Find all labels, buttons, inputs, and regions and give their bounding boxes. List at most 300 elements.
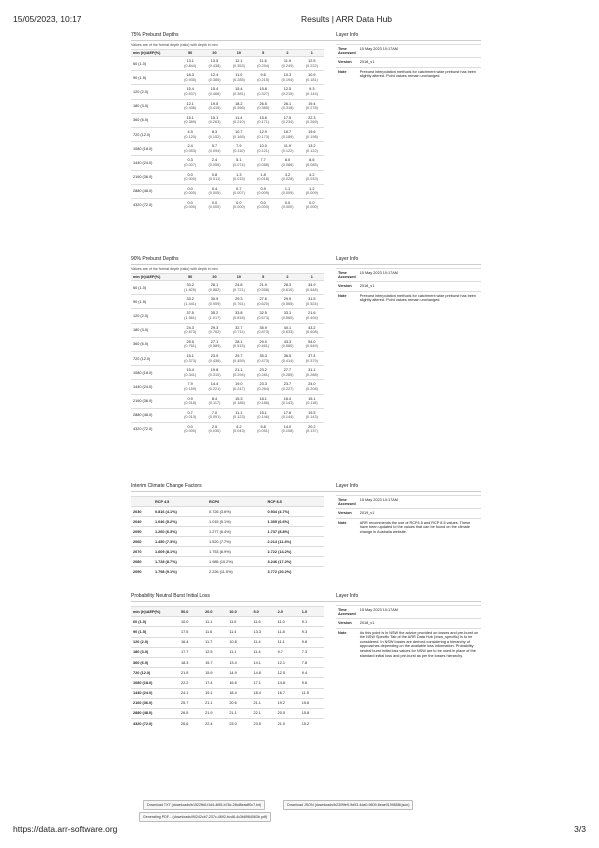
- rcp45-value: 1.046 (5.2%): [153, 517, 207, 527]
- table-cell: [251, 295, 275, 309]
- rcp45-value: 1.260 (6.3%): [153, 527, 207, 537]
- depth-value: 4.2: [236, 424, 242, 429]
- rcp85-value: 3.246 (17.2%): [266, 557, 324, 567]
- ratio-value: (0.721): [232, 287, 245, 292]
- table-cell: [202, 170, 226, 184]
- depth-value: 7.9: [236, 144, 242, 149]
- layer-info-value: 15 May 2023 10:17AM: [358, 496, 481, 509]
- table-cell: [300, 309, 324, 323]
- depth-value: 19.8: [210, 368, 219, 373]
- header-scenario: RCP 4.5: [153, 497, 207, 507]
- row-label: 720 (12.0): [131, 127, 178, 141]
- table-cell: [227, 142, 251, 156]
- row-label: 180 (3.0): [131, 99, 178, 113]
- section-title: Probability Neutral Burst Initial Loss: [131, 593, 481, 602]
- depth-value: 19.4: [308, 101, 316, 106]
- header-duration: min (h)\AEP(%): [131, 50, 178, 57]
- layer-info-value: 15 May 2023 10:17AM: [358, 606, 481, 619]
- generating-pdf-button[interactable]: Generating PDF... (downloads/90242cb7-237c-4692-bcd8-4c3b8984063b.pdf): [139, 812, 271, 822]
- depth-value: 29.9: [283, 297, 292, 302]
- layer-info-row: [336, 518, 481, 536]
- table-cell: [300, 351, 324, 365]
- table-cell: 17.5: [179, 627, 203, 637]
- depth-value: 0.3: [187, 158, 193, 163]
- depth-value: 12.1: [235, 59, 243, 63]
- ratio-value: (0.194): [281, 77, 294, 82]
- ratio-value: (0.294): [257, 63, 270, 68]
- download-json-button[interactable]: Download JSON (downloads/b2309fe9-9d93-4da0-9609-8eae0199858t.json): [283, 800, 413, 810]
- depth-value: 0.9: [260, 186, 266, 191]
- depth-value: 33.8: [235, 311, 243, 316]
- row-label: 180 (3.0): [131, 647, 179, 657]
- table-cell: [275, 99, 299, 113]
- ratio-value: (0.459): [232, 358, 245, 363]
- ratio-value: (0.353): [232, 63, 245, 68]
- table-cell: 14.9: [227, 668, 251, 678]
- table-cell: 17.1: [251, 678, 275, 688]
- layer-info-key: Version: [336, 58, 358, 68]
- table-cell: [251, 309, 275, 323]
- table-cell: [202, 198, 226, 212]
- depth-value: 27.7: [283, 368, 292, 373]
- table-cell: 9.1: [300, 617, 324, 627]
- ratio-value: (0.873): [257, 330, 270, 335]
- depth-value: 19.5: [210, 101, 219, 106]
- table-cell: 17.7: [179, 647, 203, 657]
- table-row: [131, 507, 324, 517]
- depth-value: 27.6: [259, 297, 267, 302]
- depth-value: 32.5: [259, 311, 267, 316]
- layer-info-value: 2018_v1: [358, 282, 481, 292]
- depth-value: 9.3: [309, 87, 315, 92]
- layer-info-title: Layer Info: [336, 32, 481, 41]
- ratio-value: (0.959): [208, 301, 221, 306]
- layer-info-row: [336, 496, 481, 509]
- row-label: 360 (6.0): [131, 113, 178, 127]
- row-label: 2880 (48.0): [131, 408, 178, 422]
- ratio-value: (0.120): [184, 134, 197, 139]
- layer-info-key: Time Accessed: [336, 606, 358, 619]
- ratio-value: (0.818): [232, 315, 245, 320]
- depth-value: 1.2: [309, 186, 315, 191]
- table-cell: 26.6: [179, 719, 203, 729]
- layer-info-value: 2019_v1: [358, 509, 481, 519]
- table-cell: [275, 198, 299, 212]
- ratio-value: (0.007): [232, 191, 245, 196]
- row-label: 1440 (24.0): [131, 688, 179, 698]
- depth-value: 15.4: [235, 87, 243, 92]
- ratio-value: (0.935): [184, 77, 197, 82]
- table-cell: [178, 323, 202, 337]
- table-cell: [227, 184, 251, 198]
- table-cell: [251, 351, 275, 365]
- table-cell: [227, 380, 251, 394]
- ratio-value: (0.560): [281, 315, 294, 320]
- table-cell: [227, 366, 251, 380]
- depth-value: 4.2: [309, 172, 315, 177]
- depth-value: 43.3: [283, 339, 292, 344]
- depth-value: 27.1: [210, 339, 219, 344]
- table-cell: [178, 309, 202, 323]
- ratio-value: (0.620): [257, 301, 270, 306]
- depth-value: 16.4: [283, 396, 292, 401]
- ratio-value: (0.285): [281, 372, 294, 377]
- depth-value: 0.0: [187, 424, 193, 429]
- table-cell: 18.4: [251, 688, 275, 698]
- ratio-value: (0.263): [208, 120, 221, 125]
- table-row: [131, 366, 324, 380]
- ratio-value: (0.030): [208, 429, 221, 434]
- header-aep: 50: [178, 50, 202, 57]
- table-cell: [227, 170, 251, 184]
- ratio-value: (0.152): [208, 134, 221, 139]
- rcp85-value: 2.214 (11.4%): [266, 537, 324, 547]
- layer-info-key: Note: [336, 518, 358, 536]
- row-label: 1440 (24.0): [131, 156, 178, 170]
- ratio-value: (0.018): [257, 177, 270, 182]
- ratio-value: (0.085): [305, 162, 318, 167]
- depth-value: 35.2: [210, 311, 219, 316]
- table-cell: [202, 422, 226, 436]
- table-cell: 9.7: [276, 647, 300, 657]
- table-cell: 11.7: [203, 637, 227, 647]
- table-row: [131, 295, 324, 309]
- ratio-value: (0.208): [305, 386, 318, 391]
- ratio-value: (0.007): [184, 162, 197, 167]
- depth-value: 15.6: [259, 115, 267, 120]
- table-cell: [202, 142, 226, 156]
- table-cell: 21.9: [203, 708, 227, 718]
- rcp85-value: 3.772 (20.2%): [266, 567, 324, 577]
- table-cell: [202, 337, 226, 351]
- table-cell: [275, 323, 299, 337]
- depth-value: 3.2: [284, 172, 291, 177]
- print-page-title: Results | ARR Data Hub: [301, 14, 393, 24]
- table-cell: 18.4: [227, 688, 251, 698]
- table-row: [131, 309, 324, 323]
- table-cell: [275, 71, 299, 85]
- layer-info-title: Layer Info: [336, 593, 481, 602]
- table-row: [131, 156, 324, 170]
- table-row: [131, 688, 324, 698]
- ratio-value: (0.159): [184, 386, 197, 391]
- table-cell: 13.3: [251, 627, 275, 637]
- year-label: 2030: [131, 507, 153, 517]
- table-cell: [275, 380, 299, 394]
- table-cell: 11.4: [227, 627, 251, 637]
- depth-value: 0.0: [187, 172, 193, 177]
- ratio-value: (0.210): [232, 120, 245, 125]
- ratio-value: (1.441): [184, 301, 197, 306]
- layer-info-value: As this point is in NSW the advice provided on losses and pre-burst on the NSW Specific Tab of the ARR Data Hub (/nsw_specific) is to be considered. In NSW losses are derived considering a hierarchy of approaches depending on the available loss information. Probability neutral burst initial loss values for NSW are to be used in place of the standard initial loss and pre-burst as per the losses hierarchy.: [358, 628, 481, 660]
- table-row: [131, 408, 324, 422]
- depth-value: 23.2: [259, 368, 267, 373]
- rcp6-value: 1.985 (10.2%): [207, 557, 265, 567]
- rcp85-value: 2.722 (14.2%): [266, 547, 324, 557]
- table-cell: [227, 351, 251, 365]
- ratio-value: (0.013): [184, 415, 197, 420]
- table-row: [131, 668, 324, 678]
- header-aep: 10: [227, 50, 251, 57]
- ratio-value: (0.234): [281, 120, 294, 125]
- depth-value: 4.9: [187, 129, 193, 134]
- layer-info-key: Note: [336, 67, 358, 81]
- depth-value: 11.9: [283, 144, 292, 149]
- ratio-value: (0.094): [208, 148, 221, 153]
- ratio-value: (0.341): [184, 372, 197, 377]
- ratio-value: (0.186): [232, 401, 245, 406]
- ratio-value: (0.043): [232, 429, 245, 434]
- rcp6-value: 2.226 (11.5%): [207, 567, 265, 577]
- ratio-value: (0.711): [232, 330, 245, 335]
- table-cell: [227, 57, 251, 71]
- depth-value: 0.9: [187, 396, 193, 401]
- ratio-value: (0.310): [208, 372, 221, 377]
- header-aep: 50: [178, 274, 202, 281]
- depth-value: 12.9: [259, 129, 267, 134]
- table-cell: [300, 184, 324, 198]
- ratio-value: (0.033): [305, 177, 318, 182]
- table-cell: 12.5: [203, 647, 227, 657]
- depth-value: 24.0: [308, 382, 316, 387]
- table-cell: [251, 142, 275, 156]
- header-aep: 1.0: [300, 607, 324, 617]
- ratio-value: (0.000): [305, 205, 318, 210]
- table-cell: [202, 113, 226, 127]
- depth-value: 15.1: [186, 353, 194, 358]
- table-cell: 11.5: [227, 617, 251, 627]
- table-cell: [251, 127, 275, 141]
- table-cell: [227, 323, 251, 337]
- table-cell: [178, 281, 202, 295]
- table-cell: 11.0: [276, 617, 300, 627]
- table-cell: 14.8: [251, 668, 275, 678]
- table-cell: [275, 422, 299, 436]
- header-scenario: [131, 497, 153, 507]
- table-cell: [178, 351, 202, 365]
- layer-info-row: [336, 67, 481, 81]
- depth-value: 43.2: [308, 325, 316, 330]
- row-label: 120 (2.0): [131, 309, 178, 323]
- depth-value: 15.3: [235, 396, 243, 401]
- ratio-value: (0.000): [184, 177, 197, 182]
- ratio-value: (0.524): [305, 301, 318, 306]
- ratio-value: (0.137): [305, 429, 318, 434]
- layer-info-key: Version: [336, 619, 358, 629]
- depth-value: 13.5: [210, 59, 219, 63]
- ratio-value: (0.055): [208, 162, 221, 167]
- depth-value: 19.6: [308, 129, 316, 134]
- table-cell: 22.1: [251, 708, 275, 718]
- depth-value: 21.1: [235, 368, 243, 373]
- year-label: 2080: [131, 557, 153, 567]
- depth-value: 35.3: [259, 353, 267, 358]
- ratio-value: (0.146): [257, 415, 270, 420]
- ratio-value: (0.608): [305, 330, 318, 335]
- table-cell: [300, 366, 324, 380]
- ratio-value: (0.088): [257, 162, 270, 167]
- depth-value: 2.4: [187, 144, 193, 149]
- table-cell: 24.1: [179, 688, 203, 698]
- depth-value: 24.3: [186, 325, 194, 330]
- table-cell: [227, 113, 251, 127]
- table-cell: 15.8: [300, 708, 324, 718]
- section-note: Values are of the format depth (ratio) with depth in mm: [131, 267, 218, 271]
- layer-info-row: [336, 282, 481, 292]
- row-label: 60 (1.0): [131, 281, 178, 295]
- table-cell: [300, 71, 324, 85]
- table-cell: [275, 156, 299, 170]
- preburst-75-section: [131, 32, 481, 212]
- table-cell: [300, 156, 324, 170]
- header-aep: 5.0: [251, 607, 275, 617]
- depth-value: 21.9: [259, 283, 267, 287]
- ratio-value: (0.053): [184, 148, 197, 153]
- table-cell: 11.4: [251, 637, 275, 647]
- layer-info-key: Time Accessed: [336, 496, 358, 509]
- ratio-value: (0.873): [184, 330, 197, 335]
- table-row: [131, 198, 324, 212]
- table-cell: [251, 156, 275, 170]
- table-cell: 14.8: [276, 678, 300, 688]
- table-cell: 23.0: [227, 719, 251, 729]
- table-cell: 23.5: [251, 719, 275, 729]
- table-cell: [227, 281, 251, 295]
- depth-value: 1.1: [284, 186, 291, 191]
- climate-change-section: [131, 483, 481, 576]
- row-label: 2880 (48.0): [131, 708, 179, 718]
- depth-value: 18.2: [235, 101, 243, 106]
- ratio-value: (0.761): [232, 301, 245, 306]
- depth-value: 2.5: [211, 424, 218, 429]
- header-aep: 2: [275, 274, 299, 281]
- rcp45-value: 0.816 (4.1%): [153, 507, 207, 517]
- table-cell: 15.2: [300, 719, 324, 729]
- table-row: [131, 517, 324, 527]
- depth-value: 29.7: [235, 353, 243, 358]
- rcp45-value: 1.450 (7.3%): [153, 537, 207, 547]
- table-cell: 15.9: [203, 668, 227, 678]
- ratio-value: (0.122): [305, 148, 318, 153]
- row-label: 360 (6.0): [131, 657, 179, 667]
- layer-info-value: 2018_v1: [358, 58, 481, 68]
- rcp6-value: 0.726 (3.6%): [207, 507, 265, 517]
- table-cell: [251, 380, 275, 394]
- ratio-value: (0.227): [281, 386, 294, 391]
- ratio-value: (0.247): [232, 386, 245, 391]
- table-cell: 17.4: [203, 678, 227, 688]
- depth-value: 0.7: [236, 186, 242, 191]
- table-cell: [251, 422, 275, 436]
- ratio-value: (1.561): [184, 315, 197, 320]
- table-cell: [178, 408, 202, 422]
- layer-info-key: Version: [336, 282, 358, 292]
- table-row: [131, 422, 324, 436]
- ratio-value: (0.189): [281, 134, 294, 139]
- table-cell: [300, 170, 324, 184]
- ratio-value: (0.221): [208, 386, 221, 391]
- table-cell: 14.1: [251, 657, 275, 667]
- table-cell: [275, 113, 299, 127]
- depth-value: 10.3: [283, 73, 292, 78]
- layer-info-row: [336, 619, 481, 629]
- table-cell: [300, 323, 324, 337]
- rcp85-value: 1.305 (6.6%): [266, 517, 324, 527]
- table-cell: 20.5: [276, 708, 300, 718]
- ratio-value: (0.028): [281, 177, 294, 182]
- table-cell: [275, 184, 299, 198]
- table-cell: 21.1: [203, 698, 227, 708]
- table-cell: [178, 366, 202, 380]
- depth-value: 0.0: [187, 186, 193, 191]
- depth-value: 15.1: [186, 115, 194, 120]
- depth-value: 17.5: [283, 115, 292, 120]
- depth-value: 19.5: [308, 410, 316, 415]
- ratio-value: (0.121): [257, 148, 270, 153]
- ratio-value: (0.118): [305, 401, 318, 406]
- table-cell: 19.1: [203, 688, 227, 698]
- row-label: 720 (12.0): [131, 351, 178, 365]
- header-aep: 1: [300, 274, 324, 281]
- table-cell: [275, 408, 299, 422]
- header-aep: 1: [300, 50, 324, 57]
- ratio-value: (0.415): [208, 106, 221, 111]
- ratio-value: (0.173): [257, 134, 270, 139]
- table-cell: [251, 394, 275, 408]
- ratio-value: (0.294): [232, 372, 245, 377]
- section-title: Interim Climate Change Factors: [131, 483, 481, 492]
- table-cell: [275, 337, 299, 351]
- table-row: [131, 527, 324, 537]
- ratio-value: (0.318): [281, 106, 294, 111]
- layer-info-key: Version: [336, 509, 358, 519]
- layer-info-row: [336, 628, 481, 660]
- table-cell: [202, 85, 226, 99]
- ratio-value: (0.005): [208, 191, 221, 196]
- ratio-value: (0.181): [305, 77, 318, 82]
- ratio-value: (0.882): [208, 287, 221, 292]
- table-cell: [300, 127, 324, 141]
- depth-value: 12.5: [308, 59, 316, 63]
- depth-value: 13.1: [186, 59, 194, 63]
- layer-info-value: 15 May 2023 10:17AM: [358, 269, 481, 282]
- table-cell: [275, 281, 299, 295]
- depth-value: 29.3: [235, 297, 243, 302]
- header-aep: 2: [275, 50, 299, 57]
- table-cell: 10.8: [227, 637, 251, 647]
- ratio-value: (0.144): [281, 415, 294, 420]
- ratio-value: (0.633): [281, 330, 294, 335]
- table-row: [131, 698, 324, 708]
- ratio-value: (0.414): [281, 358, 294, 363]
- layer-info-row: [336, 269, 481, 282]
- ratio-value: (0.009): [281, 191, 294, 196]
- table-cell: [178, 85, 202, 99]
- table-cell: 11.6: [203, 627, 227, 637]
- table-cell: [275, 394, 299, 408]
- table-cell: [300, 394, 324, 408]
- rcp6-value: 1.753 (8.9%): [207, 547, 265, 557]
- header-scenario: RCP6: [207, 497, 265, 507]
- layer-info-value: 2018_v1: [358, 619, 481, 629]
- table-cell: [251, 337, 275, 351]
- table-cell: [178, 422, 202, 436]
- depth-value: 0.7: [187, 410, 193, 415]
- depth-value: 5.1: [236, 158, 242, 163]
- download-txt-button[interactable]: Download TXT (downloads/b1522fb8-f1d4-4f85-b78c-2fbd8eacff0c7.txt): [143, 800, 265, 810]
- table-row: [131, 537, 324, 547]
- ratio-value: (0.673): [257, 315, 270, 320]
